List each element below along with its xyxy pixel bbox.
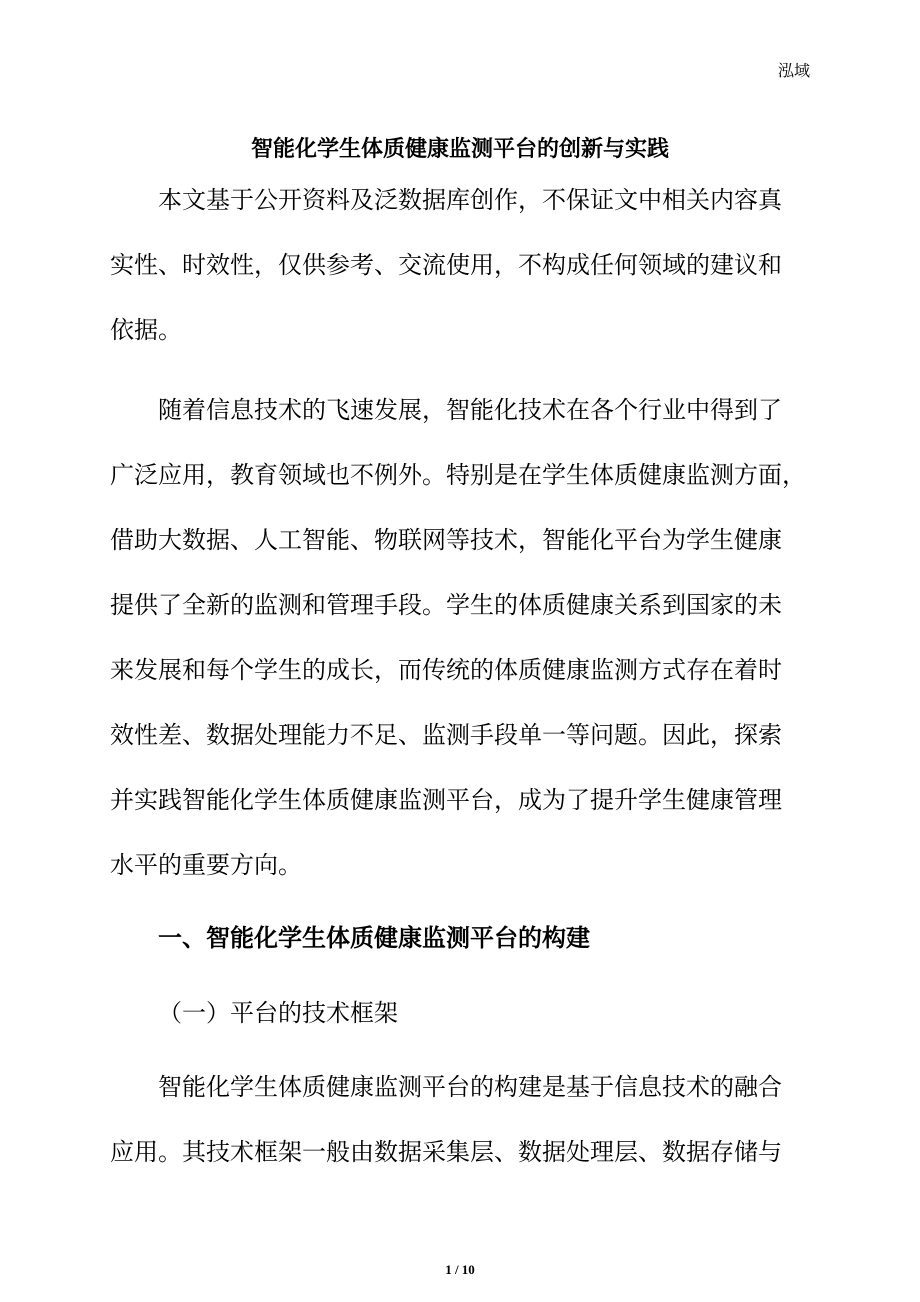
intro-line: 广泛应用，教育领域也不例外。特别是在学生体质健康监测方面，: [110, 461, 806, 489]
subsection-line: 应用。其技术框架一般由数据采集层、数据处理层、数据存储与: [110, 1138, 782, 1166]
page-title: 智能化学生体质健康监测平台的创新与实践: [250, 137, 669, 162]
intro-paragraph: [110, 378, 830, 898]
intro-line: 水平的重要方向。: [110, 851, 302, 879]
subsection-heading: （一）平台的技术框架: [158, 999, 398, 1027]
intro-line: 随着信息技术的飞速发展，智能化技术在各个行业中得到了: [158, 396, 782, 424]
intro-line: 借助大数据、人工智能、物联网等技术，智能化平台为学生健康: [110, 526, 782, 554]
disclaimer-line: 依据。: [110, 316, 182, 344]
disclaimer-line: 本文基于公开资料及泛数据库创作，不保证文中相关内容真: [158, 186, 782, 214]
header-label: 泓域: [777, 61, 810, 80]
intro-line: 提供了全新的监测和管理手段。学生的体质健康关系到国家的未: [110, 591, 782, 619]
subsection-paragraph: [110, 1055, 830, 1185]
disclaimer-line: 实性、时效性，仅供参考、交流使用，不构成任何领域的建议和: [110, 251, 782, 279]
section-heading: 一、智能化学生体质健康监测平台的构建: [158, 924, 590, 952]
intro-line: 并实践智能化学生体质健康监测平台，成为了提升学生健康管理: [110, 786, 782, 814]
subsection-line: 智能化学生体质健康监测平台的构建是基于信息技术的融合: [158, 1073, 782, 1101]
page-indicator: 1 / 10: [445, 1262, 475, 1277]
intro-line: 来发展和每个学生的成长，而传统的体质健康监测方式存在着时: [110, 656, 782, 684]
intro-line: 效性差、数据处理能力不足、监测手段单一等问题。因此，探索: [110, 721, 782, 749]
disclaimer-paragraph: [110, 168, 830, 363]
